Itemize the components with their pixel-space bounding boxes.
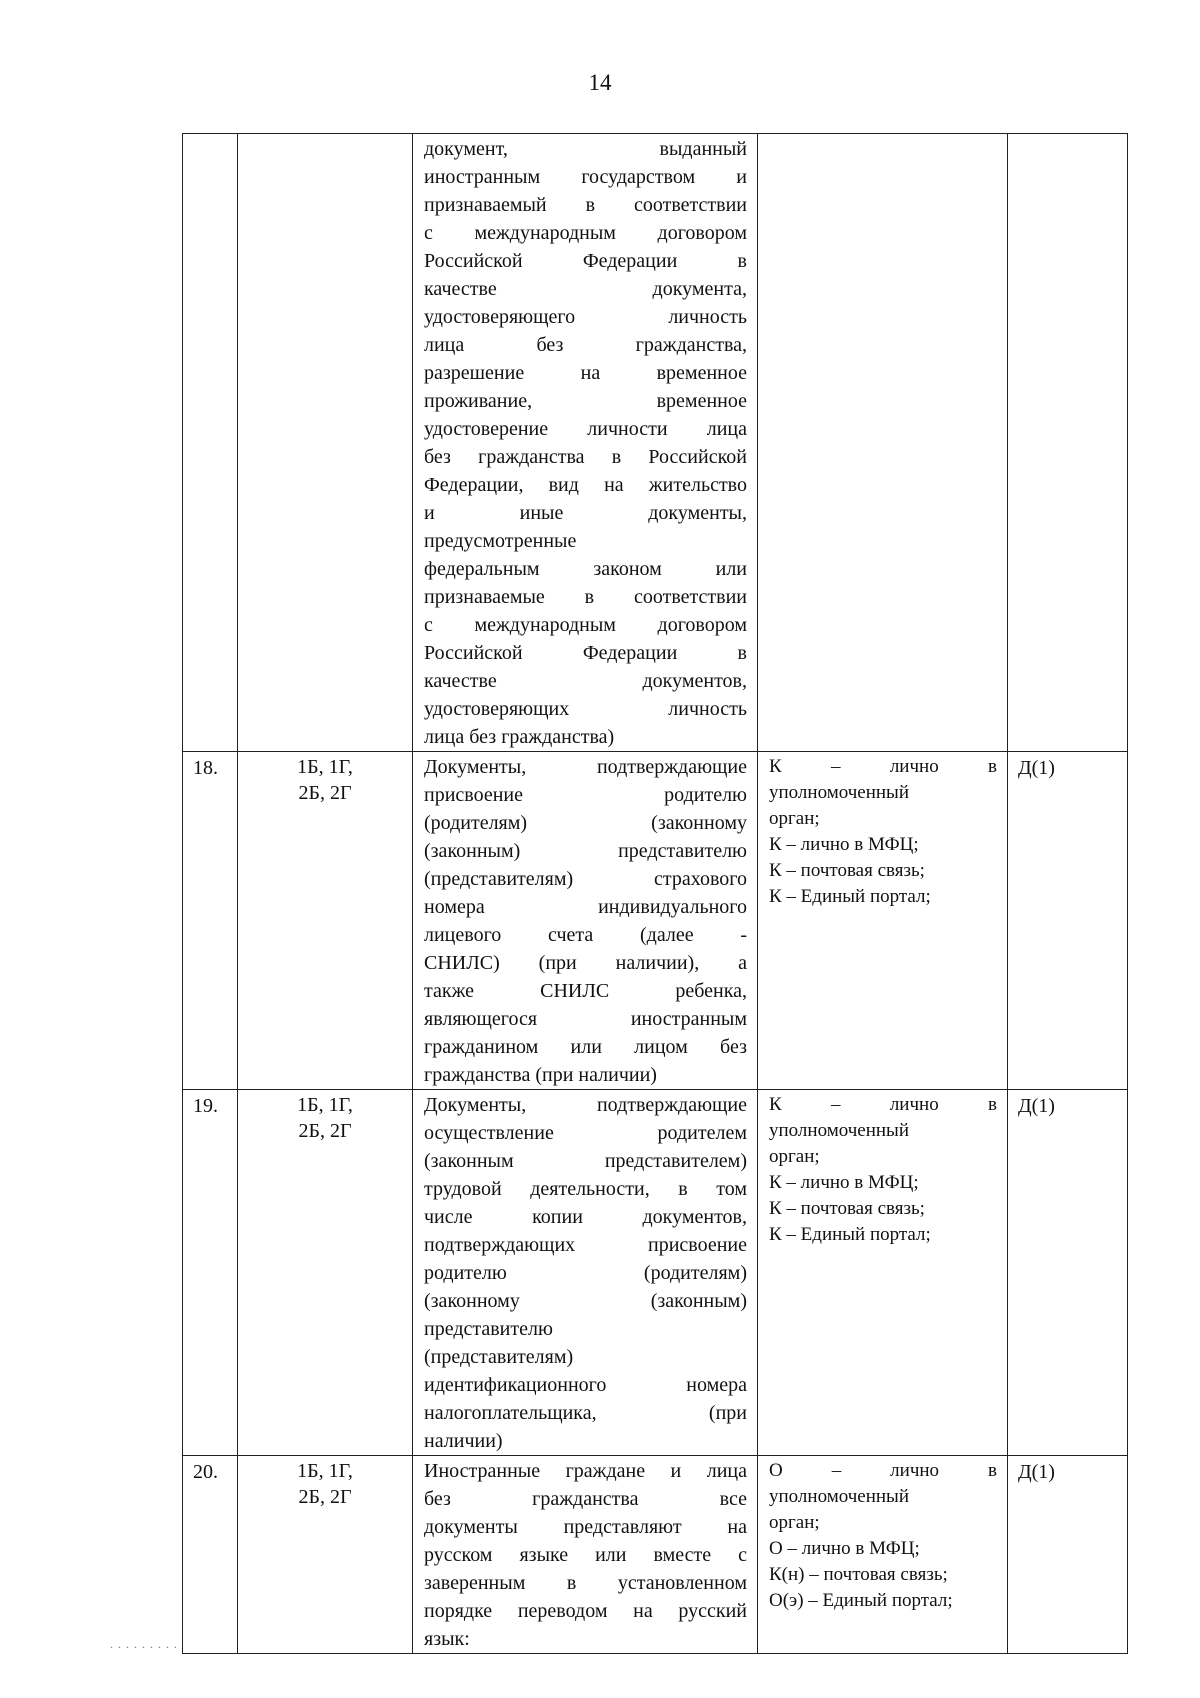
text-line: орган; (769, 1146, 820, 1167)
table-row (183, 1090, 1128, 1456)
text-line: номера индивидуального (424, 896, 747, 918)
codes-cell (238, 134, 413, 752)
text-line: орган; (769, 1512, 820, 1533)
text-line: (законным) представителю (424, 840, 747, 862)
method-cell (758, 1090, 1008, 1456)
text-line: налогоплательщика, (при (424, 1402, 747, 1424)
d-cell: Д(1) (1008, 1090, 1128, 1456)
text-line: К – Единый портал; (769, 1224, 931, 1245)
text-line: удостоверение личности лица (424, 418, 747, 440)
text-line: гражданином или лицом без (424, 1036, 747, 1058)
text-line: лица без гражданства) (424, 726, 615, 748)
code-line: 1Б, 1Г, (297, 1094, 353, 1116)
text-line: СНИЛС) (при наличии), а (424, 952, 747, 974)
text-line: родителю (родителям) (424, 1262, 747, 1284)
text-line: К(н) – почтовая связь; (769, 1564, 948, 1585)
text-line: К – лично в МФЦ; (769, 1172, 919, 1193)
table-row-continuation (183, 134, 1128, 752)
requirements-table (182, 133, 1128, 1654)
text-line: иностранным государством и (424, 166, 747, 188)
method-cell (758, 1456, 1008, 1654)
margin-mark: . . . . . . . . . (110, 1637, 178, 1651)
text-line: Документы, подтверждающие (424, 1094, 747, 1116)
text-line: лица без гражданства, (424, 334, 747, 356)
text-line: удостоверяющего личность (424, 306, 747, 328)
text-line: порядке переводом на русский (424, 1600, 747, 1622)
text-line: осуществление родителем (424, 1122, 747, 1144)
method-cell (758, 752, 1008, 1090)
text-line: Российской Федерации в (424, 642, 747, 664)
text-line: К – лично в (769, 756, 997, 777)
text-line: (представителям) страхового (424, 868, 747, 890)
row-number: 20. (183, 1456, 238, 1654)
d-cell: Д(1) (1008, 1456, 1128, 1654)
text-line: признаваемый в соответствии (424, 194, 747, 216)
row-number: 18. (183, 752, 238, 1090)
text-line: (представителям) (424, 1346, 574, 1368)
text-line: наличии) (424, 1430, 503, 1452)
text-line: уполномоченный (769, 1120, 909, 1141)
text-line: проживание, временное (424, 390, 747, 412)
method-cell (758, 134, 1008, 752)
text-line: заверенным в установленном (424, 1572, 747, 1594)
text-line: разрешение на временное (424, 362, 747, 384)
text-line: К – Единый портал; (769, 886, 931, 907)
text-line: уполномоченный (769, 782, 909, 803)
text-line: К – лично в (769, 1094, 997, 1115)
description-cell (413, 1090, 758, 1456)
description-cell (413, 1456, 758, 1654)
codes-cell (238, 752, 413, 1090)
text-line: (законным представителем) (424, 1150, 747, 1172)
text-line: Документы, подтверждающие (424, 756, 747, 778)
text-line: подтверждающих присвоение (424, 1234, 747, 1256)
text-line: (родителям) (законному (424, 812, 747, 834)
text-line: качестве документа, (424, 278, 747, 300)
text-line: числе копии документов, (424, 1206, 747, 1228)
text-line: К – почтовая связь; (769, 1198, 925, 1219)
text-line: качестве документов, (424, 670, 747, 692)
text-line: уполномоченный (769, 1486, 909, 1507)
table-row (183, 1456, 1128, 1654)
text-line: русском языке или вместе с (424, 1544, 747, 1566)
d-cell (1008, 134, 1128, 752)
text-line: без гражданства в Российской (424, 446, 747, 468)
code-line: 2Б, 2Г (298, 1486, 352, 1508)
text-line: К – почтовая связь; (769, 860, 925, 881)
d-cell: Д(1) (1008, 752, 1128, 1090)
text-line: удостоверяющих личность (424, 698, 747, 720)
text-line: Российской Федерации в (424, 250, 747, 272)
number-cell (183, 134, 238, 752)
text-line: К – лично в МФЦ; (769, 834, 919, 855)
text-line: федеральным законом или (424, 558, 747, 580)
text-line: идентификационного номера (424, 1374, 747, 1396)
text-line: трудовой деятельности, в том (424, 1178, 747, 1200)
text-line: с международным договором (424, 614, 747, 636)
text-line: (законному (законным) (424, 1290, 747, 1312)
text-line: присвоение родителю (424, 784, 747, 806)
text-line: гражданства (при наличии) (424, 1064, 657, 1086)
text-line: О(э) – Единый портал; (769, 1590, 953, 1611)
code-line: 2Б, 2Г (298, 1120, 352, 1142)
description-cell (413, 134, 758, 752)
text-line: орган; (769, 808, 820, 829)
text-line: представителю (424, 1318, 553, 1340)
text-line: О – лично в МФЦ; (769, 1538, 920, 1559)
codes-cell (238, 1090, 413, 1456)
text-line: документы представляют на (424, 1516, 747, 1538)
description-cell (413, 752, 758, 1090)
text-line: Иностранные граждане и лица (424, 1460, 747, 1482)
text-line: являющегося иностранным (424, 1008, 747, 1030)
codes-cell (238, 1456, 413, 1654)
text-line: документ, выданный (424, 138, 747, 160)
text-line: лицевого счета (далее - (424, 924, 747, 946)
row-number: 19. (183, 1090, 238, 1456)
code-line: 2Б, 2Г (298, 782, 352, 804)
text-line: с международным договором (424, 222, 747, 244)
code-line: 1Б, 1Г, (297, 1460, 353, 1482)
text-line: язык: (424, 1628, 470, 1650)
page-number: 14 (588, 70, 612, 95)
table-row (183, 752, 1128, 1090)
text-line: и иные документы, (424, 502, 747, 524)
text-line: также СНИЛС ребенка, (424, 980, 747, 1002)
text-line: предусмотренные (424, 530, 577, 552)
text-line: О – лично в (769, 1460, 997, 1481)
text-line: без гражданства все (424, 1488, 747, 1510)
code-line: 1Б, 1Г, (297, 756, 353, 778)
text-line: признаваемые в соответствии (424, 586, 747, 608)
text-line: Федерации, вид на жительство (424, 474, 747, 496)
